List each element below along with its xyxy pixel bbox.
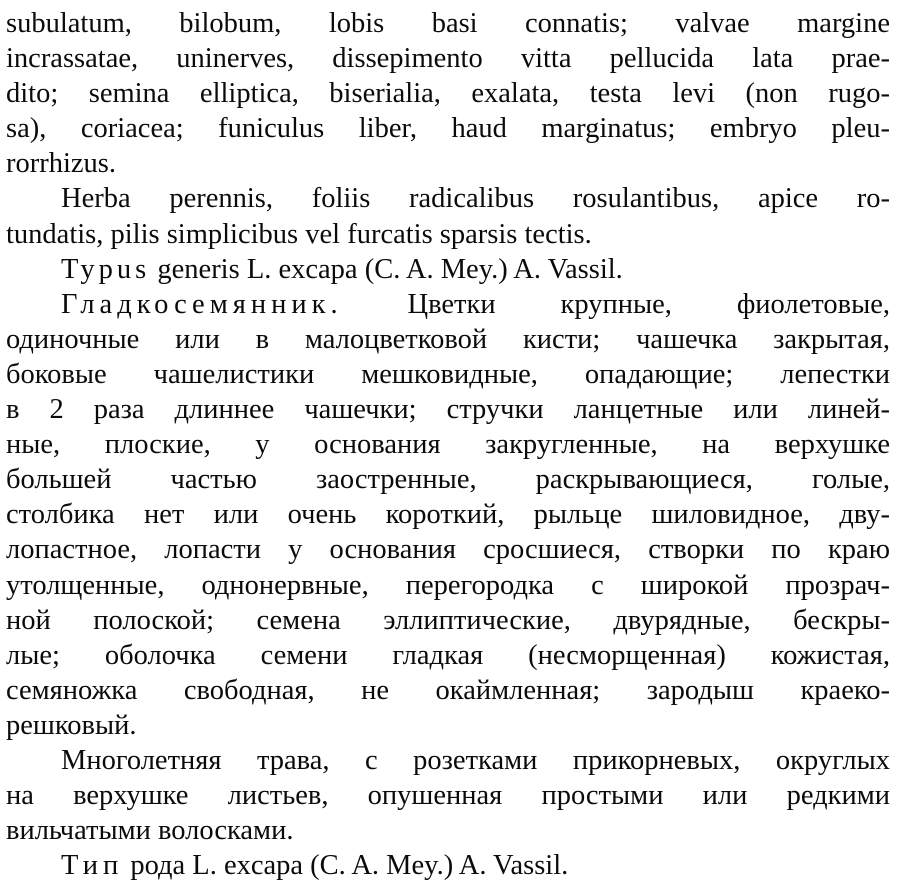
text-line: на верхушке листьев, опушенная простыми или редкими (6, 780, 890, 812)
latin-description (6, 6, 890, 181)
typus-label: Тип (61, 850, 124, 882)
latin-habit (6, 181, 890, 251)
text-line: ной полоской; семена эллиптические, двурядные, бескры- (6, 604, 890, 636)
russian-typus (6, 848, 890, 883)
text-line: dito; semina elliptica, biserialia, exalata, testa levi (non rugo- (6, 78, 890, 110)
text-line: в 2 раза длиннее чашечки; стручки ланцетные или линей- (6, 394, 890, 426)
text-line: sa), coriacea; funiculus liber, haud marginatus; embryo pleu- (6, 113, 890, 145)
latin-typus (6, 252, 890, 287)
russian-description (6, 287, 890, 743)
text-fragment: Цветки крупные, фиолетовые, (342, 288, 890, 320)
text-line: решковый. (6, 709, 137, 741)
text-line: rorrhizus. (6, 148, 117, 180)
text-line (6, 287, 890, 322)
page-text (6, 6, 890, 883)
text-line: лые; оболочка семени гладкая (несморщенная) кожистая, (6, 639, 890, 671)
text-line: утолщенные, однонервные, перегородка с широкой прозрач- (6, 569, 890, 601)
text-line: вильчатыми волосками. (6, 815, 294, 847)
text-line: incrassatae, uninerves, dissepimento vitta pellucida lata prae- (6, 43, 890, 75)
text-line: Herba perennis, foliis radicalibus rosulantibus, apice ro- (61, 183, 890, 215)
text-line: tundatis, pilis simplicibus vel furcatis sparsis tectis. (6, 218, 592, 250)
text-line: subulatum, bilobum, lobis basi connatis; valvae margine (6, 8, 890, 39)
typus-text: рода L. excapa (C. A. Mey.) A. Vassil. (123, 850, 569, 882)
text-line: лопастное, лопасти у основания сросшиеся, створки по краю (6, 534, 890, 566)
russian-habit (6, 743, 890, 848)
text-line: столбика нет или очень короткий, рыльце шиловидное, дву- (6, 499, 890, 531)
text-line: семяножка свободная, не окаймленная; зародыш краеко- (6, 674, 890, 706)
text-line: Многолетняя трава, с розетками прикорневых, округлых (61, 744, 890, 776)
text-line: одиночные или в малоцветковой кисти; чашечка закрытая, (6, 323, 890, 355)
text-line: ные, плоские, у основания закругленные, на верхушке (6, 429, 890, 461)
text-line: большей частью заостренные, раскрывающиеся, голые, (6, 464, 890, 496)
typus-text: generis L. excapa (C. A. Mey.) A. Vassil. (150, 253, 623, 285)
text-line: боковые чашелистики мешковидные, опадающие; лепестки (6, 358, 890, 390)
genus-name: Гладкосемянник. (61, 288, 343, 320)
typus-label: Typus (61, 253, 151, 285)
